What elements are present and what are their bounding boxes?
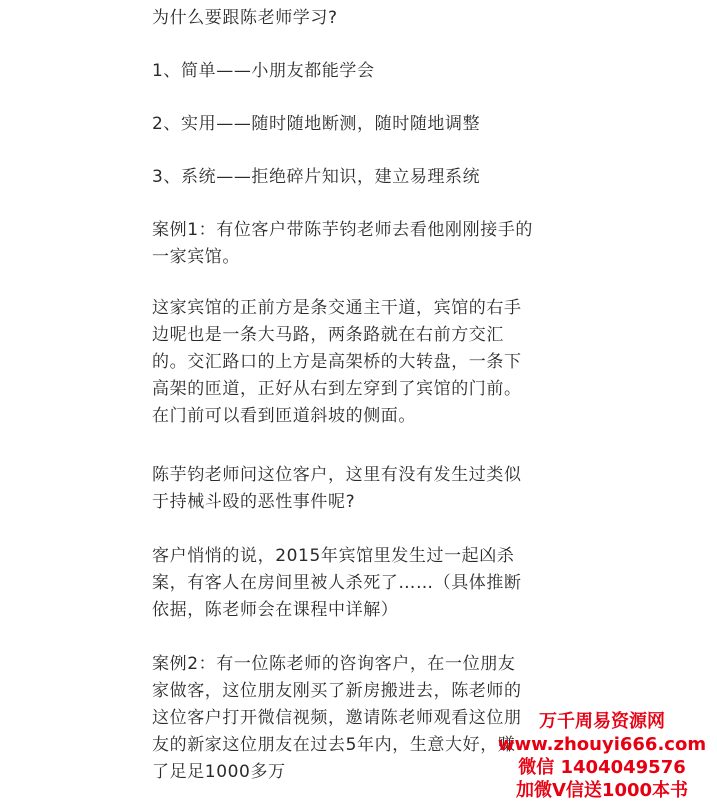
case1-answer-line: 客户悄悄的说，2015年宾馆里发生过一起凶杀 [152, 546, 515, 566]
watermark-site-name: 万千周易资源网 [539, 711, 665, 732]
watermark-url: www.zhouyi666.com [497, 734, 707, 755]
case1-intro-line: 案例1：有位客户带陈芋钧老师去看他刚刚接手的 [152, 220, 534, 240]
watermark-promo: 加微V信送1000本书 [515, 780, 689, 801]
case2-line: 这位客户打开微信视频，邀请陈老师观看这位朋 [152, 708, 522, 728]
case1-answer-line: 案，有客人在房间里被人杀死了……（具体推断 [152, 573, 522, 593]
point-2: 2、实用——随时随地断测，随时随地调整 [152, 114, 481, 134]
case1-intro-line: 一家宾馆。 [152, 247, 240, 267]
case1-question-line: 于持械斗殴的恶性事件呢? [152, 492, 356, 512]
case1-body-line: 边呢也是一条大马路，两条路就在右前方交汇 [152, 325, 504, 345]
case1-question-line: 陈芋钧老师问这位客户，这里有没有发生过类似 [152, 465, 522, 485]
watermark-wechat: 微信 1404049576 [518, 757, 686, 778]
case2-line: 了足足1000多万 [152, 762, 286, 782]
case1-body-line: 的。交汇路口的上方是高架桥的大转盘，一条下 [152, 352, 522, 372]
case1-answer-line: 依据，陈老师会在课程中详解） [152, 600, 399, 620]
case1-body-line: 在门前可以看到匝道斜坡的侧面。 [152, 406, 416, 426]
heading: 为什么要跟陈老师学习? [152, 8, 338, 28]
case1-body-line: 这家宾馆的正前方是条交通主干道，宾馆的右手 [152, 298, 522, 318]
point-3: 3、系统——拒绝碎片知识，建立易理系统 [152, 167, 481, 187]
watermark [497, 710, 707, 802]
point-1: 1、简单——小朋友都能学会 [152, 61, 375, 81]
case2-line: 友的新家这位朋友在过去5年内，生意大好，赚 [152, 735, 516, 755]
case1-body-line: 高架的匝道，正好从右到左穿到了宾馆的门前。 [152, 379, 522, 399]
case2-line: 案例2：有一位陈老师的咨询客户，在一位朋友 [152, 654, 516, 674]
case2-line: 家做客，这位朋友刚买了新房搬进去，陈老师的 [152, 681, 522, 701]
